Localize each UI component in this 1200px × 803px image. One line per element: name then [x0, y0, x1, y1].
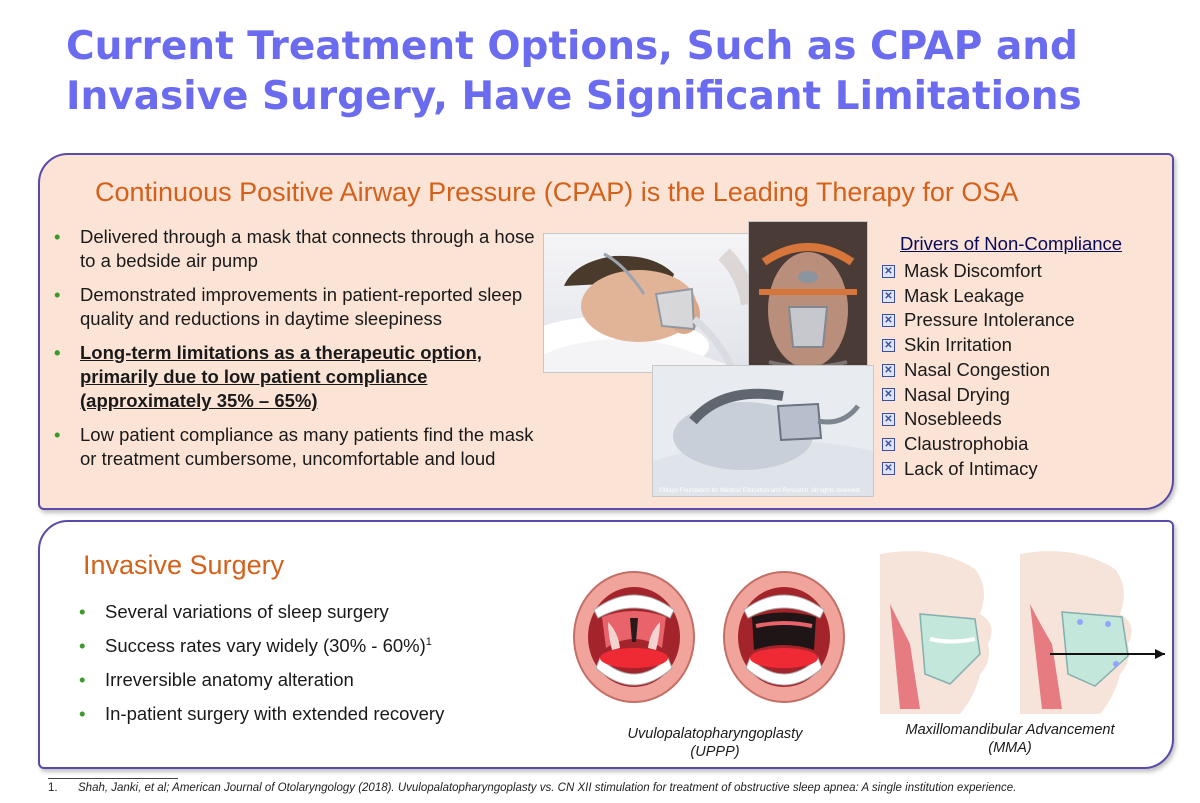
checkbox-x-icon: ✕: [882, 290, 895, 303]
checkbox-x-icon: ✕: [882, 265, 895, 278]
footnote-divider: [48, 778, 178, 779]
surgery-bullet: • In-patient surgery with extended recovery: [79, 702, 499, 726]
photo-credit: ©Mayo Foundation for Medical Education and Research. All rights reserved.: [659, 488, 861, 494]
driver-item: [882, 284, 1075, 309]
surgery-panel: [38, 520, 1174, 769]
driver-label: Pressure Intolerance: [904, 309, 1075, 331]
cpap-bullet-list: [54, 225, 544, 481]
drivers-title: Drivers of Non-Compliance: [900, 233, 1123, 254]
surgery-bullet: • Several variations of sleep surgery: [79, 600, 499, 624]
checkbox-x-icon: ✕: [882, 339, 895, 352]
driver-item: [882, 358, 1075, 383]
footnote-text: Shah, Janki, et al; American Journal of Otolaryngology (2018). Uvulopalatopharyngoplasty vs. CN XII stimulation for treatment of obstructive sleep apnea: A single institution experience.: [78, 782, 1017, 794]
uppp-caption-line-1: Uvulopalatopharyngoplasty: [627, 726, 803, 742]
driver-label: Mask Leakage: [904, 284, 1025, 306]
cpap-bullet-emphasis: • Long-term limitations as a therapeutic option, primarily due to low patient compliance (approximately 35% – 65%): [54, 341, 544, 413]
cpap-heading: Continuous Positive Airway Pressure (CPAP) is the Leading Therapy for OSA: [95, 177, 1019, 207]
checkbox-x-icon: ✕: [882, 388, 895, 401]
surgery-bullet: • Irreversible anatomy alteration: [79, 668, 499, 692]
mma-caption-line-2: (MMA): [988, 740, 1032, 756]
surgery-heading: Invasive Surgery: [83, 550, 285, 580]
driver-label: Mask Discomfort: [904, 260, 1042, 281]
mma-caption-line-1: Maxillomandibular Advancement: [905, 722, 1115, 738]
surgery-bullet: [79, 634, 499, 658]
driver-label: Skin Irritation: [904, 334, 1012, 356]
footnote-number: 1.: [48, 782, 58, 794]
checkbox-x-icon: ✕: [882, 314, 895, 327]
checkbox-x-icon: ✕: [882, 462, 895, 475]
driver-item: [882, 407, 1075, 432]
cpap-bullet: • Demonstrated improvements in patient-reported sleep quality and reductions in daytime sleepiness: [54, 283, 544, 331]
surgery-bullet-list: [79, 600, 499, 736]
mouth-after-uppp-diagram: [722, 570, 847, 710]
driver-item: [882, 457, 1075, 482]
driver-label: Nosebleeds: [904, 408, 1002, 430]
slide-title: [66, 22, 1176, 122]
driver-label: Nasal Congestion: [904, 358, 1051, 380]
drivers-list: [882, 259, 1075, 481]
cpap-bullet: • Low patient compliance as many patients find the mask or treatment cumbersome, uncomfortable and loud: [54, 423, 544, 471]
cpap-bullet: • Delivered through a mask that connects through a hose to a bedside air pump: [54, 225, 544, 273]
slide-title-line-2: Invasive Surgery, Have Significant Limitations: [66, 74, 1082, 119]
driver-label: Claustrophobia: [904, 432, 1029, 454]
uppp-caption: [605, 725, 825, 761]
mma-caption: [880, 721, 1140, 757]
driver-item: [882, 308, 1075, 333]
mouth-before-uppp-diagram: [572, 570, 697, 710]
cpap-full-mask-photo: [748, 221, 868, 381]
cpap-sleeper-photo: [543, 233, 750, 373]
driver-item: [882, 259, 1075, 284]
mma-profile-diagram: [880, 544, 1170, 724]
footnote: [48, 782, 1016, 794]
driver-label: Nasal Drying: [904, 383, 1010, 405]
cpap-illustration-photo: [652, 365, 874, 497]
checkbox-x-icon: ✕: [882, 364, 895, 377]
uppp-caption-line-2: (UPPP): [690, 744, 740, 760]
driver-item: [882, 432, 1075, 457]
driver-label: Lack of Intimacy: [904, 457, 1038, 479]
surgery-bullet-text: Success rates vary widely (30% - 60%): [105, 635, 426, 656]
checkbox-x-icon: ✕: [882, 438, 895, 451]
slide-title-line-1: Current Treatment Options, Such as CPAP and: [66, 24, 1078, 69]
footnote-marker: 1: [425, 635, 432, 648]
driver-item: [882, 333, 1075, 358]
driver-item: [882, 383, 1075, 408]
cpap-panel: [38, 153, 1174, 510]
checkbox-x-icon: ✕: [882, 413, 895, 426]
